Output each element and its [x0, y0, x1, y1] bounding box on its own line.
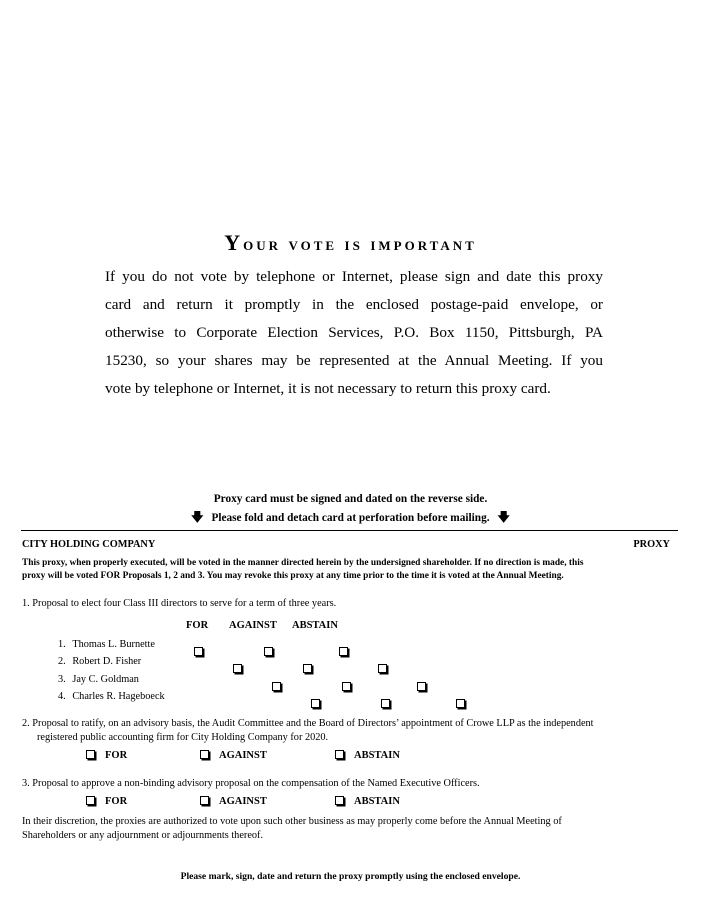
proxy-label: PROXY — [633, 539, 670, 550]
nominee-row — [58, 691, 165, 702]
option-label: AGAINST — [219, 750, 267, 761]
intro-line: card and return it promptly in the enclosed postage-paid envelope, or — [105, 296, 603, 313]
proposal-2-text: 2. Proposal to ratify, on an advisory basis, the Audit Committee and the Board of Directors’ appointment of Crowe LLP as the independent — [22, 718, 594, 729]
proposal-1-text: 1. Proposal to elect four Class III directors to serve for a term of three years. — [22, 598, 337, 609]
proposal-2-against-option[interactable] — [200, 750, 267, 761]
page-title — [0, 230, 701, 256]
checkbox-nominee-3-against[interactable] — [342, 682, 351, 691]
column-for: FOR — [186, 620, 209, 631]
nominee-name: Jay C. Goldman — [72, 674, 139, 685]
nominee-number: 1. — [58, 639, 66, 650]
proposal-2-abstain-option[interactable] — [335, 750, 400, 761]
option-label: AGAINST — [219, 796, 267, 807]
column-against: AGAINST — [229, 620, 277, 631]
option-label: FOR — [105, 796, 128, 807]
nominee-row — [58, 639, 155, 650]
proposal-2-text: registered public accounting firm for City Holding Company for 2020. — [37, 732, 329, 743]
proposal-3-against-option[interactable] — [200, 796, 267, 807]
intro-line: 15230, so your shares may be represented at the Annual Meeting. If you — [105, 352, 603, 369]
checkbox-proposal-2-against[interactable] — [200, 750, 209, 759]
nominee-name: Robert D. Fisher — [72, 656, 142, 667]
proposal-3-for-option[interactable] — [86, 796, 127, 807]
nominee-row — [58, 656, 141, 667]
checkbox-proposal-3-abstain[interactable] — [335, 796, 344, 805]
checkbox-nominee-4-for[interactable] — [311, 699, 320, 708]
checkbox-nominee-3-for[interactable] — [272, 682, 281, 691]
nominee-row — [58, 674, 139, 685]
checkbox-nominee-1-for[interactable] — [194, 647, 203, 656]
discretion-text: In their discretion, the proxies are authorized to vote upon such other business as may properly come before the Annual Meeting of — [22, 816, 562, 827]
proposal-2-for-option[interactable] — [86, 750, 127, 761]
checkbox-proposal-3-for[interactable] — [86, 796, 95, 805]
checkbox-nominee-4-against[interactable] — [381, 699, 390, 708]
checkbox-nominee-4-abstain[interactable] — [456, 699, 465, 708]
intro-line: If you do not vote by telephone or Internet, please sign and date this proxy — [105, 268, 603, 285]
detach-notice-text: Please fold and detach card at perforation before mailing. — [211, 512, 490, 524]
column-abstain: ABSTAIN — [292, 620, 338, 631]
page-title-text: Your vote is important — [224, 230, 477, 255]
perforation-line — [21, 530, 678, 531]
discretion-text: Shareholders or any adjournment or adjournments thereof. — [22, 830, 264, 841]
checkbox-nominee-2-against[interactable] — [303, 664, 312, 673]
proposal-3-text: 3. Proposal to approve a non-binding advisory proposal on the compensation of the Named Executive Officers. — [22, 778, 480, 789]
option-label: ABSTAIN — [354, 750, 400, 761]
intro-paragraph — [105, 263, 603, 403]
checkbox-nominee-1-against[interactable] — [264, 647, 273, 656]
down-arrow-icon: 🡇 — [191, 510, 204, 524]
down-arrow-icon: 🡇 — [497, 510, 510, 524]
disclaimer-line: proxy will be voted FOR Proposals 1, 2 and 3. You may revoke this proxy at any time prior to the time it is voted at the Annual Meeting. — [22, 571, 564, 581]
checkbox-proposal-2-abstain[interactable] — [335, 750, 344, 759]
option-label: FOR — [105, 750, 128, 761]
intro-line: otherwise to Corporate Election Services, P.O. Box 1150, Pittsburgh, PA — [105, 324, 603, 341]
nominee-name: Thomas L. Burnette — [72, 639, 155, 650]
checkbox-nominee-2-for[interactable] — [233, 664, 242, 673]
company-name: CITY HOLDING COMPANY — [22, 539, 156, 550]
intro-line: vote by telephone or Internet, it is not necessary to return this proxy card. — [105, 380, 551, 397]
option-label: ABSTAIN — [354, 796, 400, 807]
checkbox-nominee-1-abstain[interactable] — [339, 647, 348, 656]
footer-instruction: Please mark, sign, date and return the proxy promptly using the enclosed envelope. — [180, 871, 521, 882]
disclaimer-line: This proxy, when properly executed, will be voted in the manner directed herein by the undersigned shareholder. If no direction is made, this — [22, 558, 584, 568]
checkbox-proposal-3-against[interactable] — [200, 796, 209, 805]
nominee-number: 2. — [58, 656, 66, 667]
checkbox-proposal-2-for[interactable] — [86, 750, 95, 759]
proposal-3-abstain-option[interactable] — [335, 796, 400, 807]
checkbox-nominee-3-abstain[interactable] — [417, 682, 426, 691]
signing-notice: Proxy card must be signed and dated on the reverse side. — [213, 493, 488, 505]
checkbox-nominee-2-abstain[interactable] — [378, 664, 387, 673]
nominee-number: 4. — [58, 691, 66, 702]
nominee-name: Charles R. Hageboeck — [72, 691, 165, 702]
detach-notice — [0, 508, 701, 529]
nominee-number: 3. — [58, 674, 66, 685]
